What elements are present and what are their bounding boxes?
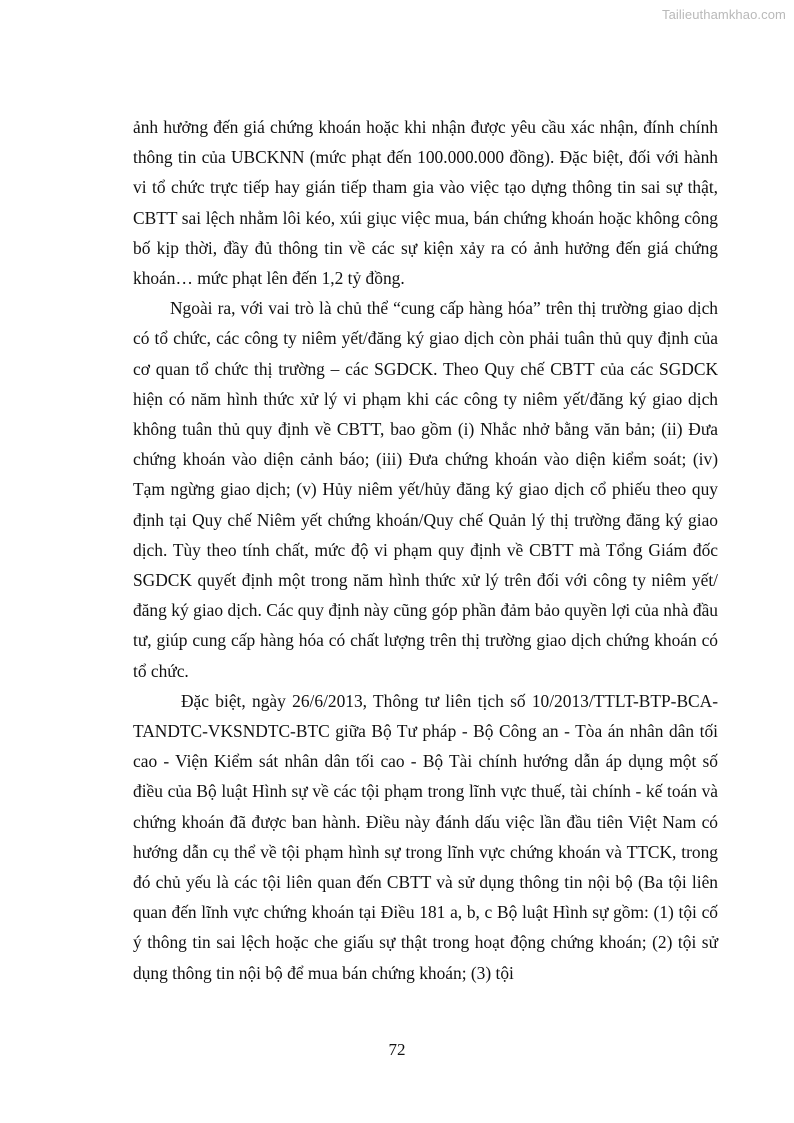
paragraph-3: Đặc biệt, ngày 26/6/2013, Thông tư liên tịch số 10/2013/TTLT-BTP-BCA-TANDTC-VKSNDTC-BTC giữa Bộ Tư pháp - Bộ Công an - Tòa án nhân dân tối cao - Viện Kiểm sát nhân dân tối cao - Bộ Tài chính hướng dẫn áp dụng một số điều của Bộ luật Hình sự về các tội phạm trong lĩnh vực thuế, tài chính - kế toán và chứng khoán đã được ban hành. Điều này đánh dấu việc lần đầu tiên Việt Nam có hướng dẫn cụ thể về tội phạm hình sự trong lĩnh vực chứng khoán và TTCK, trong đó chủ yếu là các tội liên quan đến CBTT và sử dụng thông tin nội bộ (Ba tội liên quan đến lĩnh vực chứng khoán tại Điều 181 a, b, c Bộ luật Hình sự gồm: (1) tội cố ý thông tin sai lệch hoặc che giấu sự thật trong hoạt động chứng khoán; (2) tội sử dụng thông tin nội bộ để mua bán chứng khoán; (3) tội [133, 690, 718, 983]
watermark: Tailieuthamkhao.com [661, 7, 786, 22]
page-number: 72 [388, 1040, 406, 1059]
paragraph-2: Ngoài ra, với vai trò là chủ thể “cung cấp hàng hóa” trên thị trường giao dịch có tổ chức, các công ty niêm yết/đăng ký giao dịch còn phải tuân thủ quy định của cơ quan tổ chức thị trường – các SGDCK. Theo Quy chế CBTT của các SGDCK hiện có năm hình thức xử lý vi phạm khi các công ty niêm yết/đăng ký giao dịch không tuân thủ quy định về CBTT, bao gồm (i) Nhắc nhở bằng văn bản; (ii) Đưa chứng khoán vào diện cảnh báo; (iii) Đưa chứng khoán vào diện kiểm soát; (iv) Tạm ngừng giao dịch; (v) Hủy niêm yết/hủy đăng ký giao dịch cổ phiếu theo quy định tại Quy chế Niêm yết chứng khoán/Quy chế Quản lý thị trường đăng ký giao dịch. Tùy theo tính chất, mức độ vi phạm quy định về CBTT mà Tổng Giám đốc SGDCK quyết định một trong năm hình thức xử lý trên đối với công ty niêm yết/đăng ký giao dịch. Các quy định này cũng góp phần đảm bảo quyền lợi của nhà đầu tư, giúp cung cấp hàng hóa có chất lượng trên thị trường giao dịch chứng khoán có tổ chức. [133, 298, 718, 681]
page-body [133, 112, 718, 988]
paragraph-1: ảnh hưởng đến giá chứng khoán hoặc khi nhận được yêu cầu xác nhận, đính chính thông tin của UBCKNN (mức phạt đến 100.000.000 đồng). Đặc biệt, đối với hành vi tổ chức trực tiếp hay gián tiếp tham gia vào việc tạo dựng thông tin sai sự thật, CBTT sai lệch nhằm lôi kéo, xúi giục việc mua, bán chứng khoán hoặc không công bố kịp thời, đầy đủ thông tin về các sự kiện xảy ra có ảnh hưởng đến giá chứng khoán… mức phạt lên đến 1,2 tỷ đồng. [133, 117, 718, 289]
